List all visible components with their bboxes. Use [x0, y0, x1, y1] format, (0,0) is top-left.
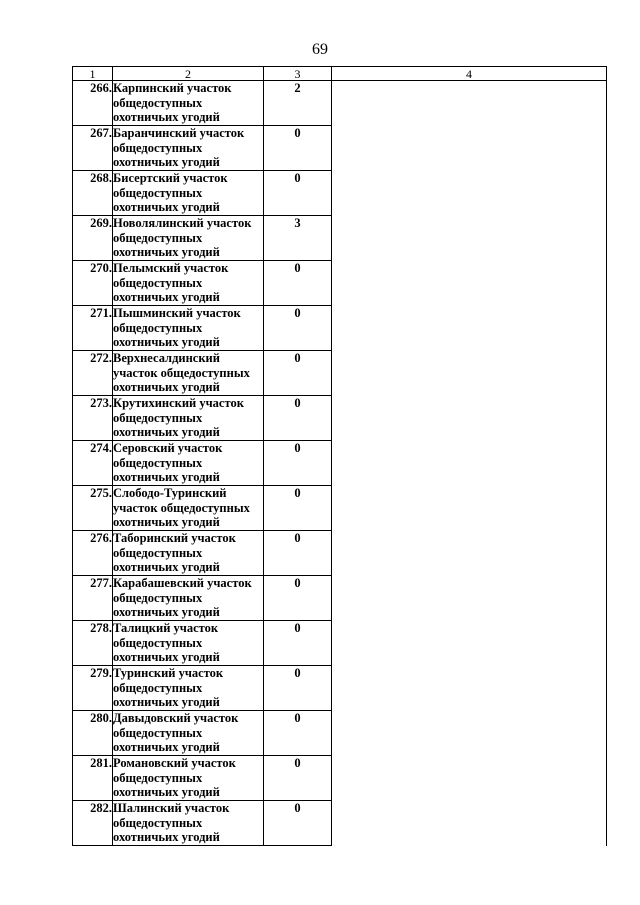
area-name: Бисертский участок общедоступных охотничьих угодий	[113, 171, 264, 216]
area-value: 0	[264, 666, 332, 711]
area-value: 0	[264, 621, 332, 666]
row-number: 280.	[73, 711, 113, 756]
area-value: 3	[264, 216, 332, 261]
row-number: 275.	[73, 486, 113, 531]
area-value: 0	[264, 756, 332, 801]
row-number: 270.	[73, 261, 113, 306]
area-value: 0	[264, 441, 332, 486]
row-number: 276.	[73, 531, 113, 576]
data-table	[72, 66, 607, 846]
row-number: 282.	[73, 801, 113, 846]
column-header-4: 4	[332, 67, 607, 81]
area-name: Карабашевский участок общедоступных охотничьих угодий	[113, 576, 264, 621]
row-number: 272.	[73, 351, 113, 396]
area-name: Пелымский участок общедоступных охотничьих угодий	[113, 261, 264, 306]
area-value: 0	[264, 531, 332, 576]
row-number: 267.	[73, 126, 113, 171]
column-header-3: 3	[264, 67, 332, 81]
remarks-cell	[332, 81, 607, 846]
row-number: 269.	[73, 216, 113, 261]
area-value: 0	[264, 486, 332, 531]
area-value: 0	[264, 801, 332, 846]
area-name: Крутихинский участок общедоступных охотничьих угодий	[113, 396, 264, 441]
area-name: Талицкий участок общедоступных охотничьих угодий	[113, 621, 264, 666]
area-name: Таборинский участок общедоступных охотничьих угодий	[113, 531, 264, 576]
area-name: Новолялинский участок общедоступных охотничьих угодий	[113, 216, 264, 261]
row-number: 274.	[73, 441, 113, 486]
area-name: Верхнесалдинский участок общедоступных охотничьих угодий	[113, 351, 264, 396]
area-value: 0	[264, 351, 332, 396]
row-number: 277.	[73, 576, 113, 621]
row-number: 268.	[73, 171, 113, 216]
area-name: Серовский участок общедоступных охотничьих угодий	[113, 441, 264, 486]
page-number: 69	[312, 41, 328, 58]
area-name: Шалинский участок общедоступных охотничьих угодий	[113, 801, 264, 846]
area-value: 0	[264, 261, 332, 306]
area-value: 0	[264, 306, 332, 351]
area-name: Романовский участок общедоступных охотничьих угодий	[113, 756, 264, 801]
area-value: 0	[264, 126, 332, 171]
area-name: Слободо-Туринский участок общедоступных охотничьих угодий	[113, 486, 264, 531]
area-value: 0	[264, 171, 332, 216]
area-name: Карпинский участок общедоступных охотничьих угодий	[113, 81, 264, 126]
area-name: Давыдовский участок общедоступных охотничьих угодий	[113, 711, 264, 756]
area-value: 0	[264, 576, 332, 621]
table-row	[73, 81, 607, 126]
row-number: 279.	[73, 666, 113, 711]
area-name: Пышминский участок общедоступных охотничьих угодий	[113, 306, 264, 351]
row-number: 278.	[73, 621, 113, 666]
row-number: 273.	[73, 396, 113, 441]
area-name: Баранчинский участок общедоступных охотничьих угодий	[113, 126, 264, 171]
area-value: 0	[264, 396, 332, 441]
area-value: 0	[264, 711, 332, 756]
table-body	[73, 81, 607, 846]
row-number: 281.	[73, 756, 113, 801]
row-number: 271.	[73, 306, 113, 351]
column-header-1: 1	[73, 67, 113, 81]
row-number: 266.	[73, 81, 113, 126]
area-value: 2	[264, 81, 332, 126]
header-row	[73, 67, 607, 81]
area-name: Туринский участок общедоступных охотничьих угодий	[113, 666, 264, 711]
column-header-2: 2	[113, 67, 264, 81]
